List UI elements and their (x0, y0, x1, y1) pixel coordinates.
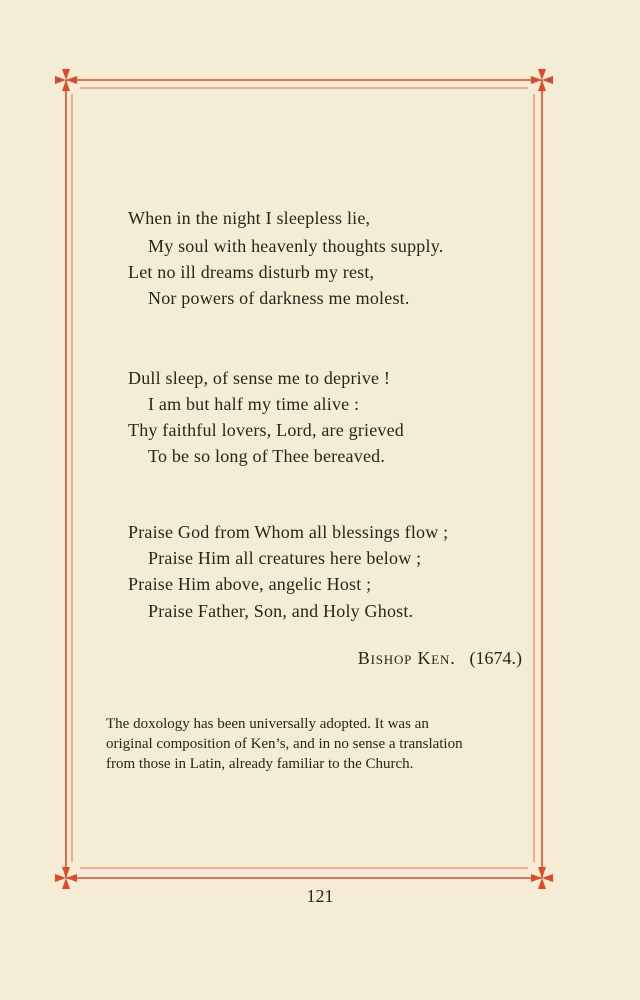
verse-line: To be so long of Thee bereaved. (148, 446, 386, 466)
verse-line: Thy faithful lovers, Lord, are grieved (128, 420, 405, 440)
corner-cross-icon-top-right (531, 69, 553, 91)
footnote-line: original composition of Ken’s, and in no sense a translation (106, 736, 463, 752)
verse-line: Praise Him above, angelic Host ; (128, 574, 372, 594)
footnote-line: from those in Latin, already familiar to the Church. (106, 756, 414, 772)
page-number: 121 (306, 886, 334, 906)
author-name: Bishop Ken. (357, 648, 456, 668)
attribution (358, 648, 522, 669)
verse-line: Praise God from Whom all blessings flow ; (128, 522, 449, 542)
corner-cross-icon-top-left (55, 69, 77, 91)
footnote-line: The doxology has been universally adopted. It was an (106, 716, 429, 732)
verse-line: Praise Father, Son, and Holy Ghost. (148, 601, 414, 621)
verse-line: Let no ill dreams disturb my rest, (128, 262, 375, 282)
verse-line: Nor powers of darkness me molest. (148, 288, 410, 308)
verse-line: Praise Him all creatures here below ; (148, 548, 422, 568)
verse-line: My soul with heavenly thoughts supply. (148, 236, 444, 256)
attribution-year: (1674.) (469, 648, 522, 668)
verse-line: When in the night I sleepless lie, (128, 208, 371, 228)
verse-line: I am but half my time alive : (148, 394, 360, 414)
verse-line: Dull sleep, of sense me to deprive ! (128, 368, 391, 388)
footnote (106, 714, 530, 774)
